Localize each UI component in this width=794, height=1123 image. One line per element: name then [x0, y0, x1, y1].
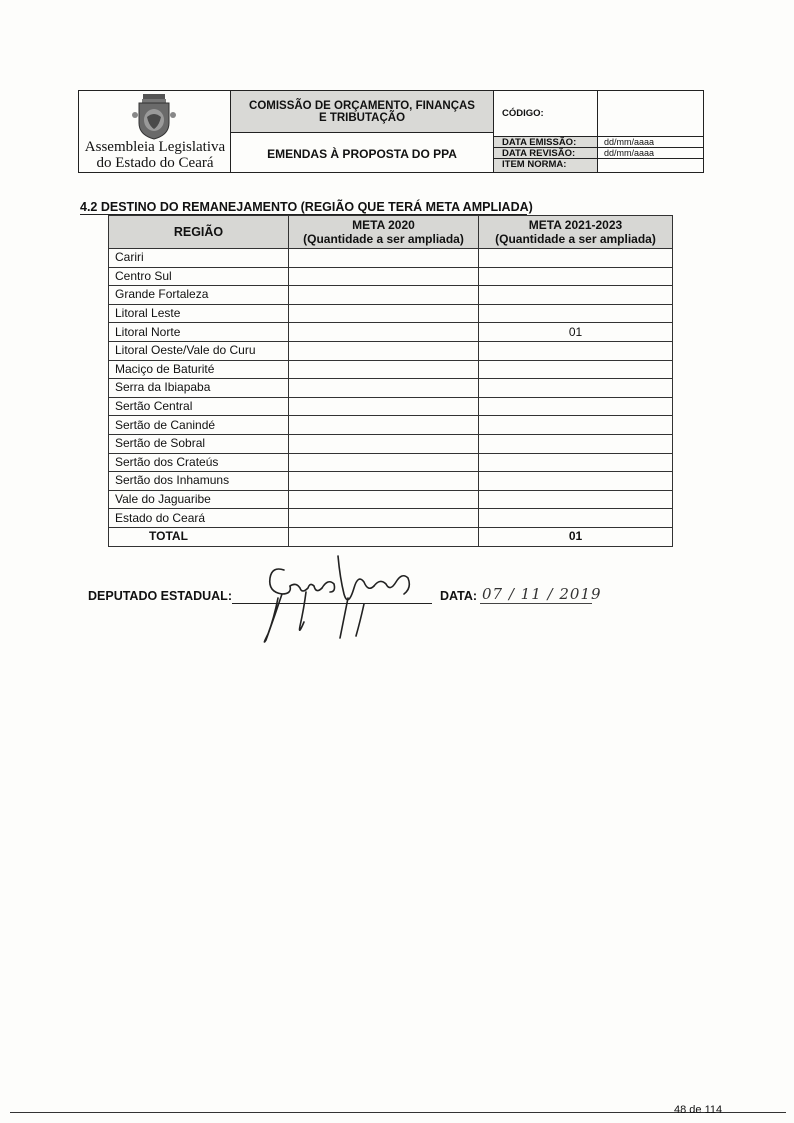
meta-2021-2023-cell: [479, 379, 673, 398]
meta-2020-cell: [289, 472, 479, 491]
meta-2021-2023-cell: [479, 472, 673, 491]
org-name-line1: Assembleia Legislativa: [84, 139, 226, 155]
meta-2021-2023-cell: [479, 453, 673, 472]
committee-name-box: [231, 91, 493, 133]
regiao-cell: Sertão Central: [109, 397, 289, 416]
regiao-cell: Sertão dos Inhamuns: [109, 472, 289, 491]
regiao-cell: Centro Sul: [109, 267, 289, 286]
regiao-cell: Estado do Ceará: [109, 509, 289, 528]
meta-2021-2023-cell: [479, 416, 673, 435]
meta-2021-2023-cell: 01: [479, 323, 673, 342]
meta-2020-cell: [289, 379, 479, 398]
meta-2020-cell: [289, 416, 479, 435]
table-row: [109, 341, 673, 360]
meta-2020-cell: [289, 360, 479, 379]
item-norma-value: [598, 159, 703, 172]
meta-2020-cell: [289, 286, 479, 305]
meta-2020-cell: [289, 304, 479, 323]
table-row: [109, 397, 673, 416]
data-emissao-value: dd/mm/aaaa: [604, 137, 655, 147]
column-header-meta-2020: [289, 216, 479, 249]
item-norma-label: ITEM NORMA:: [502, 159, 567, 170]
meta-2021-2023-cell: [479, 360, 673, 379]
data-emissao-value-cell: [598, 137, 703, 148]
signature-date: 07 / 11 / 2019: [482, 585, 602, 603]
item-norma-label-cell: [494, 159, 598, 172]
regiao-cell: Litoral Norte: [109, 323, 289, 342]
meta-2021-2023-cell: [479, 249, 673, 268]
date-line: [480, 603, 592, 604]
table-row: [109, 472, 673, 491]
document-subtitle: EMENDAS À PROPOSTA DO PPA: [267, 147, 457, 161]
regiao-cell: Sertão de Canindé: [109, 416, 289, 435]
regiao-cell: Litoral Leste: [109, 304, 289, 323]
meta-2021-2023-title: META 2021-2023: [528, 218, 623, 232]
meta-2021-2023-cell: [479, 304, 673, 323]
table-row: [109, 416, 673, 435]
table-row: [109, 360, 673, 379]
table-row: [109, 267, 673, 286]
codigo-label-cell: [494, 91, 598, 137]
regiao-cell: Litoral Oeste/Vale do Curu: [109, 341, 289, 360]
meta-2020-subtitle: (Quantidade a ser ampliada): [303, 232, 464, 246]
meta-2020-cell: [289, 509, 479, 528]
metadata-block: [494, 91, 703, 172]
table-row: [109, 379, 673, 398]
regiao-cell: Sertão dos Crateús: [109, 453, 289, 472]
table-row: [109, 323, 673, 342]
data-revisao-value-cell: [598, 148, 703, 159]
meta-2021-2023-cell: [479, 490, 673, 509]
meta-2020-cell: [289, 453, 479, 472]
section-title-text: 4.2 DESTINO DO REMANEJAMENTO (REGIÃO QUE TERÁ META AMPLIADA): [80, 200, 533, 214]
data-emissao-label-cell: [494, 137, 598, 148]
meta-2020-cell: [289, 323, 479, 342]
page-number: 48 de 114: [674, 1104, 723, 1116]
section-title: [80, 200, 533, 214]
state-coat-of-arms-icon: [131, 93, 177, 141]
regiao-cell: Vale do Jaguaribe: [109, 490, 289, 509]
table-header-row: [109, 216, 673, 249]
meta-2021-2023-cell: [479, 267, 673, 286]
meta-2021-2023-cell: [479, 434, 673, 453]
table-row: [109, 304, 673, 323]
meta-2020-cell: [289, 434, 479, 453]
total-label: TOTAL: [109, 527, 289, 546]
data-revisao-value: dd/mm/aaaa: [604, 148, 655, 158]
meta-2020-title: META 2020: [352, 218, 415, 232]
regiao-cell: Sertão de Sobral: [109, 434, 289, 453]
table-row: [109, 286, 673, 305]
table-total-row: [109, 527, 673, 546]
meta-2020-cell: [289, 490, 479, 509]
meta-2021-2023-cell: [479, 509, 673, 528]
committee-block: [231, 91, 494, 172]
table-row: [109, 434, 673, 453]
meta-2021-2023-cell: [479, 341, 673, 360]
table-row: [109, 249, 673, 268]
meta-2021-2023-cell: [479, 397, 673, 416]
meta-2021-2023-cell: [479, 286, 673, 305]
meta-2020-cell: [289, 341, 479, 360]
meta-2020-cell: [289, 249, 479, 268]
data-revisao-label: DATA REVISÃO:: [502, 148, 576, 159]
committee-name-line2: E TRIBUTAÇÃO: [318, 112, 406, 124]
meta-2021-2023-subtitle: (Quantidade a ser ampliada): [495, 232, 656, 246]
institution-logo-block: [79, 91, 231, 172]
total-meta-2021-2023: 01: [479, 527, 673, 546]
data-label: DATA:: [440, 589, 478, 603]
table-row: [109, 509, 673, 528]
table-row: [109, 453, 673, 472]
codigo-value: [598, 91, 703, 137]
document-header: [78, 90, 704, 173]
codigo-label: CÓDIGO:: [502, 108, 544, 119]
org-name-line2: do Estado do Ceará: [96, 155, 214, 171]
meta-2020-cell: [289, 267, 479, 286]
column-header-meta-2021-2023: [479, 216, 673, 249]
total-meta-2020: [289, 527, 479, 546]
regiao-cell: Maciço de Baturité: [109, 360, 289, 379]
column-header-regiao: REGIÃO: [109, 216, 289, 249]
data-emissao-label: DATA EMISSÃO:: [502, 137, 577, 148]
regiao-cell: Grande Fortaleza: [109, 286, 289, 305]
committee-name-line1: COMISSÃO DE ORÇAMENTO, FINANÇAS: [249, 100, 475, 112]
table-row: [109, 490, 673, 509]
footer-rule: [10, 1112, 786, 1113]
regiao-cell: Serra da Ibiapaba: [109, 379, 289, 398]
data-revisao-label-cell: [494, 148, 598, 159]
destination-table: [108, 215, 673, 547]
meta-2020-cell: [289, 397, 479, 416]
regiao-cell: Cariri: [109, 249, 289, 268]
handwritten-signature-icon: [244, 548, 424, 648]
deputado-label: DEPUTADO ESTADUAL:: [88, 589, 232, 603]
